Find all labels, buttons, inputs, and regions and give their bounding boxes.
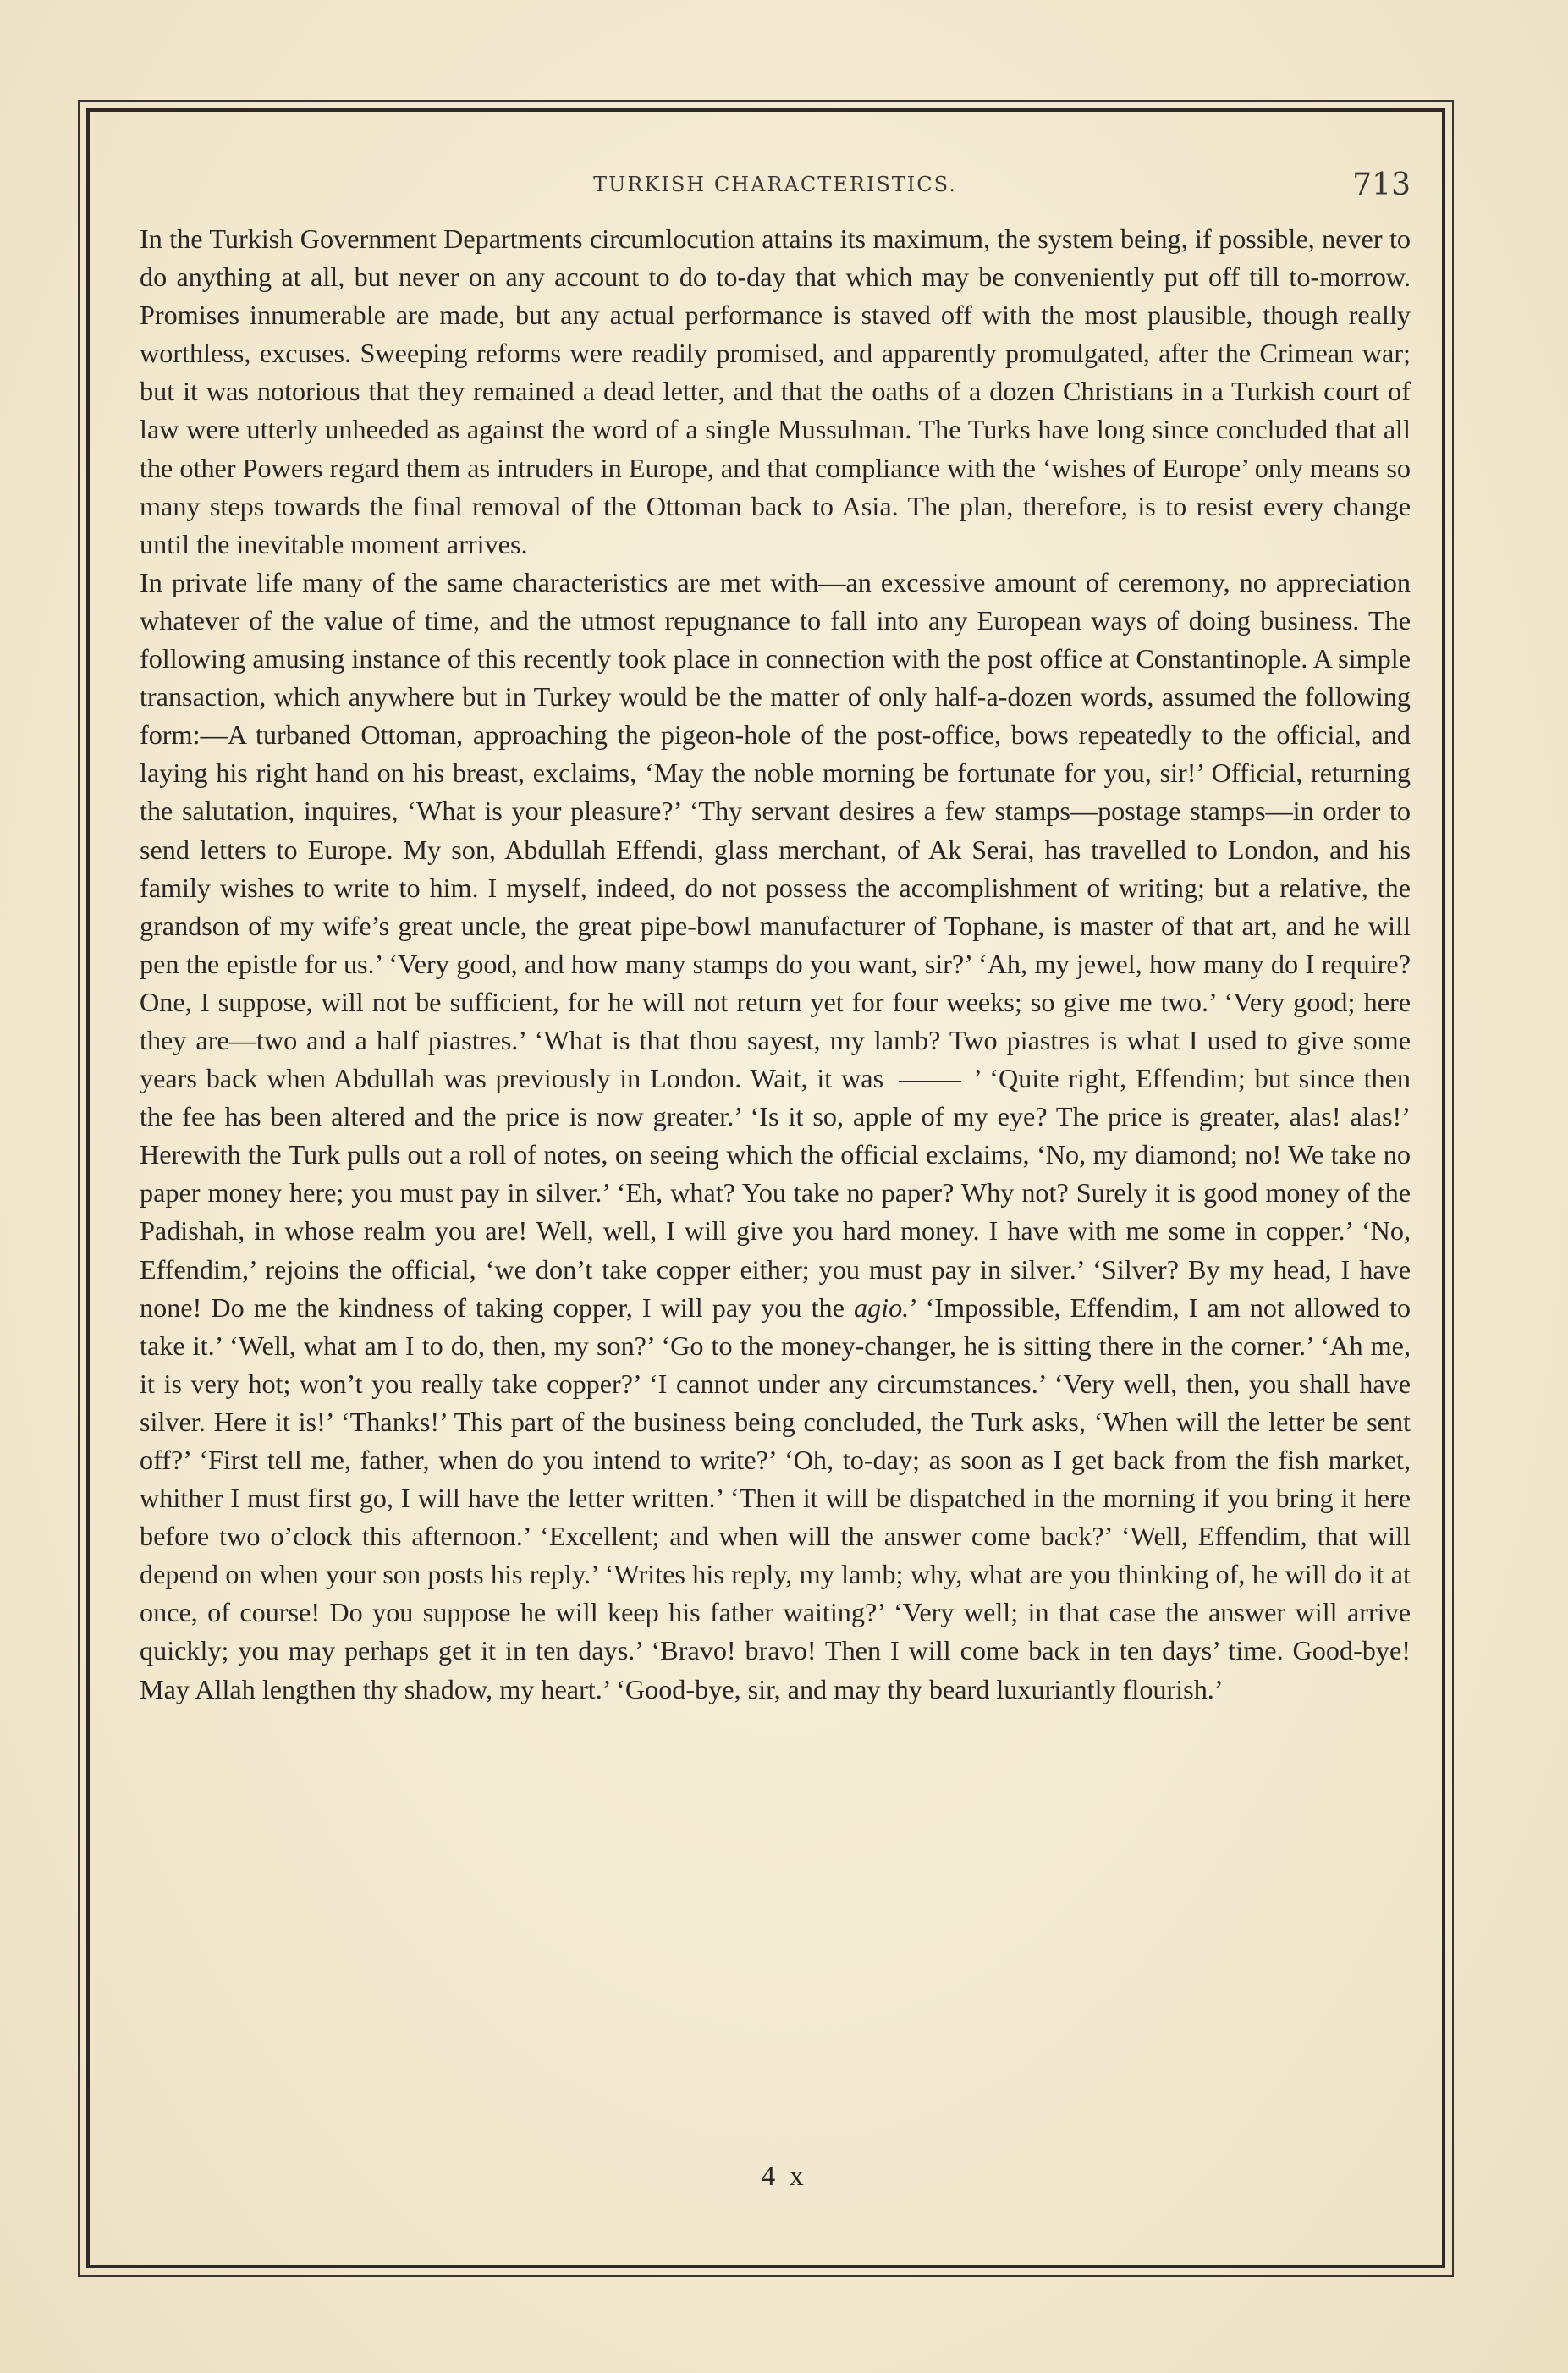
body-text [140, 220, 1411, 1709]
signature-mark: 4 x [761, 2161, 807, 2192]
paragraph-1-text: In the Turkish Government Departments circumlocution attains its maximum, the system being, if possible, never to do anything at all, but never on any account to do to-day that which may be conveniently put off till to-morrow. Promises innumerable are made, but any actual performance is staved off with the most plausible, though really worthless, excuses. Sweeping reforms were readily promised, and apparently promulgated, after the Crimean war; but it was notorious that they remained a dead letter, and that the oaths of a dozen Christians in a Turkish court of law were utterly unheeded as against the word of a single Mussulman. The Turks have long since concluded that all the other Powers regard them as intruders in Europe, and that compliance with the ‘wishes of Europe’ only means so many steps towards the final removal of the Ottoman back to Asia. The plan, therefore, is to resist every change until the inevitable moment arrives. [140, 223, 1411, 559]
page-header [140, 168, 1411, 205]
page-number: 713 [1352, 168, 1411, 202]
paragraph-1 [140, 220, 1411, 564]
paragraph-2 [140, 564, 1411, 1709]
paragraph-2-after-dash: ’ ‘Quite right, Effendim; but since then the fee has been altered and the price is now greater.’ ‘Is it so, apple of my eye? The price is greater, alas! alas!’ Herewith the Turk pulls out a roll of notes, on seeing which the official exclaims, ‘No, my diamond; no! We take no paper money here; you must pay in silver.’ ‘Eh, what? You take no paper? Why not? Surely it is good money of the Padishah, in whose realm you are! Well, well, I will give you hard money. I have with me some in copper.’ ‘No, Effendim,’ rejoins the official, ‘we don’t take copper either; you must pay in silver.’ ‘Silver? By my head, I have none! Do me the kindness of taking copper, I will pay you the [140, 1063, 1411, 1323]
italic-word: agio. [853, 1291, 910, 1323]
paragraph-2-before-dash: In private life many of the same characteristics are met with—an excessive amount of ceremony, no appreciation whatever of the value of time, and the utmost repugnance to fall into any European ways of doing business. The following amusing instance of this recently took place in connection with the post office at Constantinople. A simple transaction, which anywhere but in Turkey would be the matter of only half-a-dozen words, assumed the following form:—A turbaned Ottoman, approaching the pigeon-hole of the post-office, bows repeatedly to the official, and laying his right hand on his breast, exclaims, ‘May the noble morning be fortunate for you, sir!’ Official, returning the salutation, inquires, ‘What is your pleasure?’ ‘Thy servant desires a few stamps—postage stamps—in order to send letters to Europe. My son, Abdullah Effendi, glass merchant, of Ak Serai, has travelled to London, and his family wishes to write to him. I myself, indeed, do not possess the accomplishment of writing; but a relative, the grandson of my wife’s great uncle, the great pipe-bowl manufacturer of Tophane, is master of that art, and he will pen the epistle for us.’ ‘Very good, and how many stamps do you want, sir?’ ‘Ah, my jewel, how many do I require? One, I suppose, will not be sufficient, for he will not return yet for four weeks; so give me two.’ ‘Very good; here they are—two and a half piastres.’ ‘What is that thou sayest, my lamb? Two piastres is what I used to give some years back when Abdullah was previously in London. Wait, it was [140, 566, 1411, 1094]
em-rule [899, 1081, 961, 1082]
paragraph-2-after-italic: ’ ‘Impossible, Effendim, I am not allowed to take it.’ ‘Well, what am I to do, then, my son?’ ‘Go to the money-changer, he is sitting there in the corner.’ ‘Ah me, it is very hot; won’t you really take copper?’ ‘I cannot under any circumstances.’ ‘Very well, then, you shall have silver. Here it is!’ ‘Thanks!’ This part of the business being concluded, the Turk asks, ‘When will the letter be sent off?’ ‘First tell me, father, when do you intend to write?’ ‘Oh, to-day; as soon as I get back from the fish market, whither I must first go, I will have the letter written.’ ‘Then it will be dispatched in the morning if you bring it here before two o’clock this afternoon.’ ‘Excellent; and when will the answer come back?’ ‘Well, Effendim, that will depend on when your son posts his reply.’ ‘Writes his reply, my lamb; why, what are you thinking of, he will do it at once, of course! Do you suppose he will keep his father waiting?’ ‘Very well; in that case the answer will arrive quickly; you may perhaps get it in ten days.’ ‘Bravo! bravo! Then I will come back in ten days’ time. Good-bye! May Allah lengthen thy shadow, my heart.’ ‘Good-bye, sir, and may thy beard luxuriantly flourish.’ [140, 1291, 1411, 1704]
running-title: TURKISH CHARACTERISTICS. [593, 173, 957, 196]
